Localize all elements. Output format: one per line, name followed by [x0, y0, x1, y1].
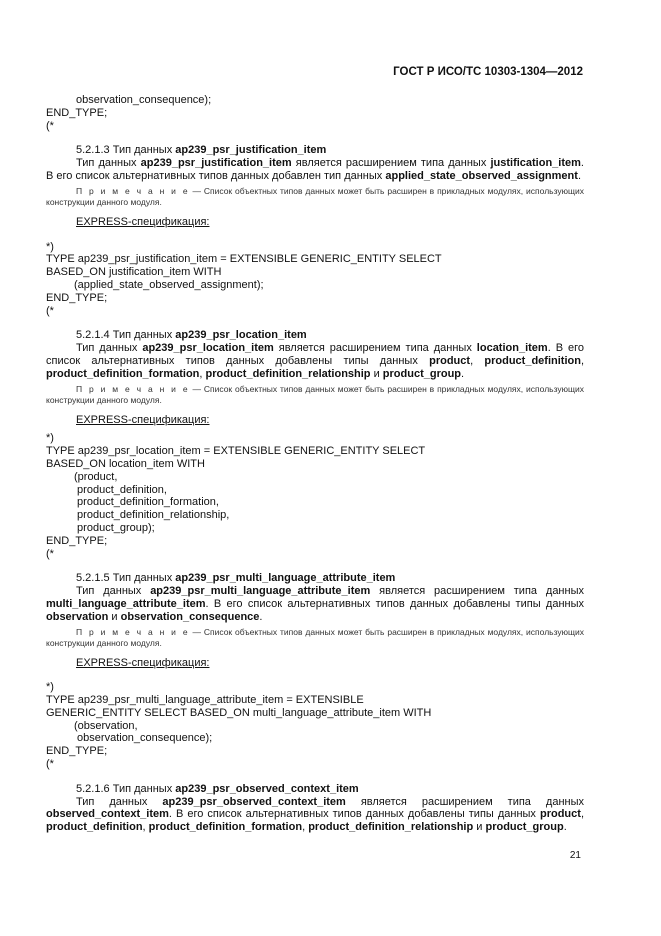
type-name: observed_context_item — [46, 808, 169, 821]
note-label: П р и м е ч а н и е — [76, 383, 190, 394]
heading-type-name: ap239_psr_multi_language_attribute_item — [175, 572, 396, 585]
text-run: является расширением типа данных — [295, 157, 487, 170]
heading-text: Тип данных — [112, 572, 173, 585]
heading-number: 5.2.1.4 — [76, 329, 110, 342]
code-line: product_group); — [74, 521, 155, 534]
text-run: . — [259, 610, 263, 623]
code-line: (* — [46, 304, 54, 317]
text-run: , — [142, 821, 146, 834]
express-spec-label: EXPRESS-спецификация: — [76, 656, 210, 669]
code-line: (* — [46, 547, 54, 560]
heading-number: 5.2.1.5 — [76, 572, 110, 585]
heading-text: Тип данных — [112, 782, 173, 795]
code-line: END_TYPE; — [46, 534, 108, 547]
document-header: ГОСТ Р ИСО/ТС 10303-1304—2012 — [393, 66, 583, 78]
type-name: ap239_psr_multi_language_attribute_item — [150, 585, 371, 598]
section-heading-5-2-1-5 — [46, 572, 584, 585]
section-paragraph — [46, 796, 584, 834]
text-run: и — [370, 367, 383, 380]
type-name: justification_item — [490, 157, 581, 170]
section-heading-5-2-1-3 — [46, 144, 584, 157]
type-name: product_definition_formation — [148, 821, 303, 834]
page-number: 21 — [569, 850, 581, 861]
code-line: *) — [46, 681, 54, 694]
text-run: . В его список альтернативных типов данных добавлены типы данных — [168, 808, 536, 821]
code-line: observation_consequence); — [76, 94, 212, 106]
text-run: и — [473, 821, 486, 834]
text-run: , — [580, 354, 584, 367]
type-name: product — [539, 808, 581, 821]
express-spec-label: EXPRESS-спецификация: — [76, 215, 210, 228]
text-run: Тип данных — [76, 795, 148, 808]
code-line: END_TYPE; — [46, 106, 108, 119]
code-line: BASED_ON justification_item WITH — [46, 266, 222, 279]
type-name: product_group — [485, 821, 564, 834]
code-line: product_definition_formation, — [74, 496, 219, 509]
code-line: (product, — [74, 470, 118, 483]
code-line: BASED_ON location_item WITH — [46, 457, 205, 470]
heading-type-name: ap239_psr_location_item — [175, 329, 307, 342]
type-name: ap239_psr_location_item — [142, 342, 274, 355]
type-name: ap239_psr_justification_item — [140, 157, 292, 170]
text-run: . — [577, 169, 581, 182]
text-run: Тип данных — [76, 342, 138, 355]
note-label: П р и м е ч а н и е — [76, 626, 190, 637]
heading-type-name: ap239_psr_justification_item — [175, 144, 327, 157]
type-name: product_definition_relationship — [205, 367, 371, 380]
text-run: Тип данных — [76, 585, 142, 598]
code-line: product_definition_relationship, — [74, 509, 230, 522]
type-name: product_definition — [484, 354, 581, 367]
type-name: applied_state_observed_assignment — [385, 169, 578, 182]
heading-number: 5.2.1.3 — [76, 144, 110, 157]
note-label: П р и м е ч а н и е — [76, 185, 190, 196]
text-run: . В его список альтернативных типов данных добавлены типы данных — [46, 342, 584, 367]
code-line: product_definition, — [74, 483, 167, 496]
text-run: . — [461, 367, 465, 380]
text-run: , — [302, 821, 309, 834]
code-line: GENERIC_ENTITY SELECT BASED_ON multi_language_attribute_item WITH — [46, 706, 432, 719]
heading-text: Тип данных — [112, 329, 173, 342]
text-run: , — [470, 354, 474, 367]
code-line: (* — [46, 758, 54, 771]
heading-text: Тип данных — [112, 144, 173, 157]
text-run: , — [199, 367, 203, 380]
type-name: observation — [46, 610, 109, 623]
heading-number: 5.2.1.6 — [76, 782, 110, 795]
section-paragraph — [46, 157, 584, 183]
section-paragraph — [46, 585, 584, 623]
text-run: . В его список альтернативных типов данных добавлены типы данных — [205, 597, 584, 610]
note-paragraph — [46, 186, 584, 208]
code-line: TYPE ap239_psr_justification_item = EXTENSIBLE GENERIC_ENTITY SELECT — [46, 253, 442, 266]
note-text: — Список объектных типов данных может быть расширен в прикладных модулях, использующих конструкции данного модуля. — [46, 185, 584, 207]
type-name: observation_consequence — [120, 610, 260, 623]
section-paragraph — [46, 342, 584, 380]
type-name: product_definition_relationship — [308, 821, 474, 834]
page-content — [46, 94, 584, 834]
code-line: (applied_state_observed_assignment); — [74, 278, 264, 291]
note-text: — Список объектных типов данных может быть расширен в прикладных модулях, использующих конструкции данного модуля. — [46, 626, 584, 648]
code-line: *) — [46, 240, 54, 253]
code-line: TYPE ap239_psr_location_item = EXTENSIBLE GENERIC_ENTITY SELECT — [46, 445, 426, 458]
type-name: ap239_psr_observed_context_item — [162, 795, 346, 808]
type-name: product_group — [382, 367, 462, 380]
code-line: TYPE ap239_psr_multi_language_attribute_item = EXTENSIBLE — [46, 694, 364, 707]
code-line: END_TYPE; — [46, 745, 108, 758]
type-name: location_item — [476, 342, 548, 355]
note-paragraph — [46, 627, 584, 649]
code-line: (* — [46, 119, 54, 132]
section-heading-5-2-1-6 — [46, 783, 584, 796]
type-name: product_definition — [46, 821, 143, 834]
text-run: является расширением типа данных — [278, 342, 472, 355]
note-paragraph — [46, 384, 584, 406]
heading-type-name: ap239_psr_observed_context_item — [175, 782, 359, 795]
type-name: multi_language_attribute_item — [46, 597, 206, 610]
code-line: END_TYPE; — [46, 291, 108, 304]
text-run: Тип данных — [76, 157, 137, 170]
code-line: *) — [46, 432, 54, 445]
note-text: — Список объектных типов данных может быть расширен в прикладных модулях, использующих конструкции данного модуля. — [46, 383, 584, 405]
text-run: является расширением типа данных — [379, 585, 584, 598]
express-spec-label: EXPRESS-спецификация: — [76, 413, 210, 426]
type-name: product — [429, 354, 471, 367]
text-run: . — [563, 821, 567, 834]
section-heading-5-2-1-4 — [46, 329, 584, 342]
type-name: product_definition_formation — [46, 367, 200, 380]
text-run: и — [108, 610, 121, 623]
code-line: observation_consequence); — [74, 732, 213, 745]
code-line: (observation, — [74, 719, 138, 732]
text-run: является расширением типа данных — [360, 795, 584, 808]
text-run: . В его список альтернативных типов данных добавлен тип данных — [46, 157, 584, 182]
text-run: , — [580, 808, 584, 821]
